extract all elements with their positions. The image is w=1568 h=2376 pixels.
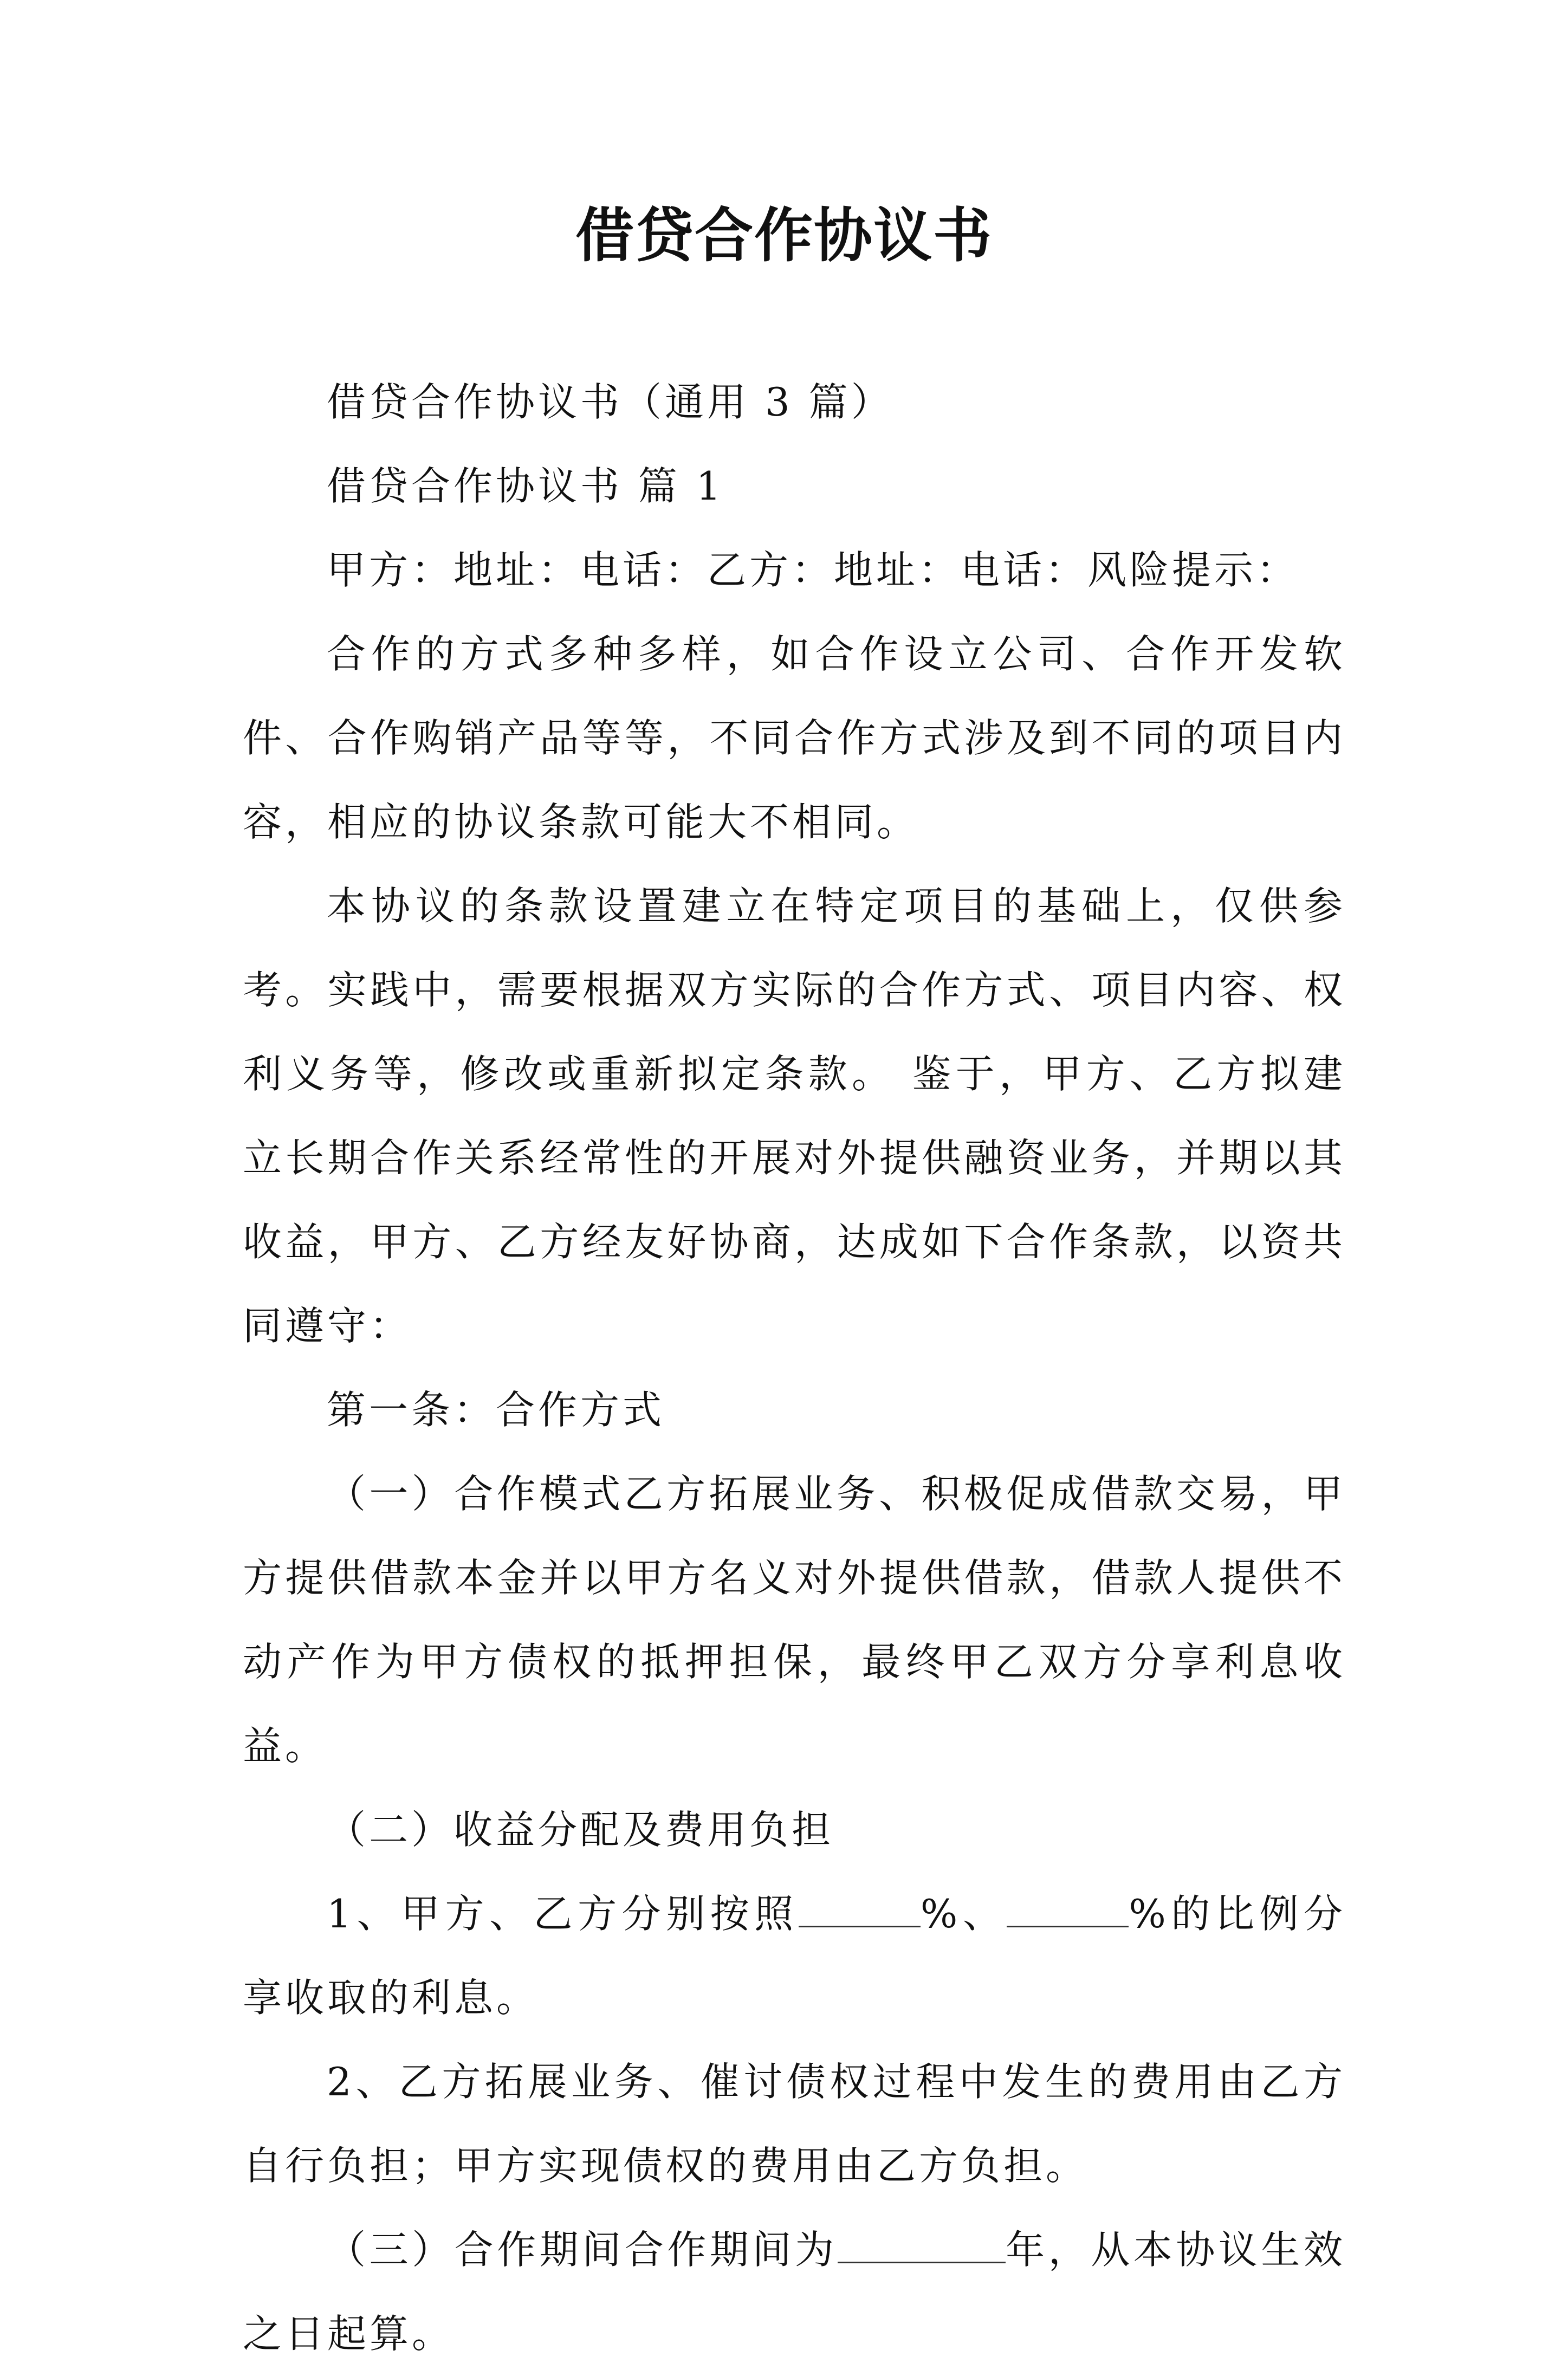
section-heading: 借贷合作协议书 篇 1 bbox=[327, 463, 724, 509]
article-1-heading: 第一条：合作方式 bbox=[327, 1387, 665, 1433]
item-1-text-after: %的比例分享收取的利息。 bbox=[243, 1891, 1346, 2021]
document-subtitle: 借贷合作协议书（通用 3 篇） bbox=[327, 379, 893, 425]
item-1-paragraph bbox=[243, 1872, 1346, 2040]
term-years-blank bbox=[838, 2220, 1006, 2263]
document-body bbox=[243, 360, 1346, 2376]
risk-paragraph: 合作的方式多种多样，如合作设立公司、合作开发软件、合作购销产品等等，不同合作方式涉及到不同的项目内容，相应的协议条款可能大不相同。 bbox=[243, 631, 1346, 845]
clause-3-text-before: （三）合作期间合作期间为 bbox=[327, 2227, 838, 2273]
parties-line: 甲方：地址：电话：乙方：地址：电话：风险提示： bbox=[327, 547, 1299, 593]
item-1-text-middle: %、 bbox=[920, 1891, 1007, 1937]
clause-2-heading: （二）收益分配及费用负担 bbox=[327, 1807, 834, 1853]
clause-3-paragraph bbox=[243, 2208, 1346, 2376]
item-2-paragraph: 2、乙方拓展业务、催讨债权过程中发生的费用由乙方自行负担；甲方实现债权的费用由乙方负担。 bbox=[243, 2059, 1346, 2189]
party-a-percent-blank bbox=[799, 1885, 921, 1927]
clause-1-paragraph: （一）合作模式乙方拓展业务、积极促成借款交易，甲方提供借款本金并以甲方名义对外提供借款，借款人提供不动产作为甲方债权的抵押担保，最终甲乙双方分享利息收益。 bbox=[243, 1471, 1346, 1769]
party-b-percent-blank bbox=[1007, 1885, 1129, 1927]
item-1-text-before: 1、甲方、乙方分别按照 bbox=[327, 1891, 799, 1937]
clause-3-text-after: 年，从本协议生效之日起算。 bbox=[243, 2227, 1346, 2356]
document-title: 借贷合作协议书 bbox=[575, 202, 993, 270]
preamble-paragraph: 本协议的条款设置建立在特定项目的基础上，仅供参考。实践中，需要根据双方实际的合作方式、项目内容、权利义务等，修改或重新拟定条款。 鉴于，甲方、乙方拟建立长期合作关系经常性的开展对外提供融资业务，并期以其收益，甲方、乙方经友好协商，达成如下合作条款，以资共同遵守： bbox=[243, 883, 1346, 1349]
